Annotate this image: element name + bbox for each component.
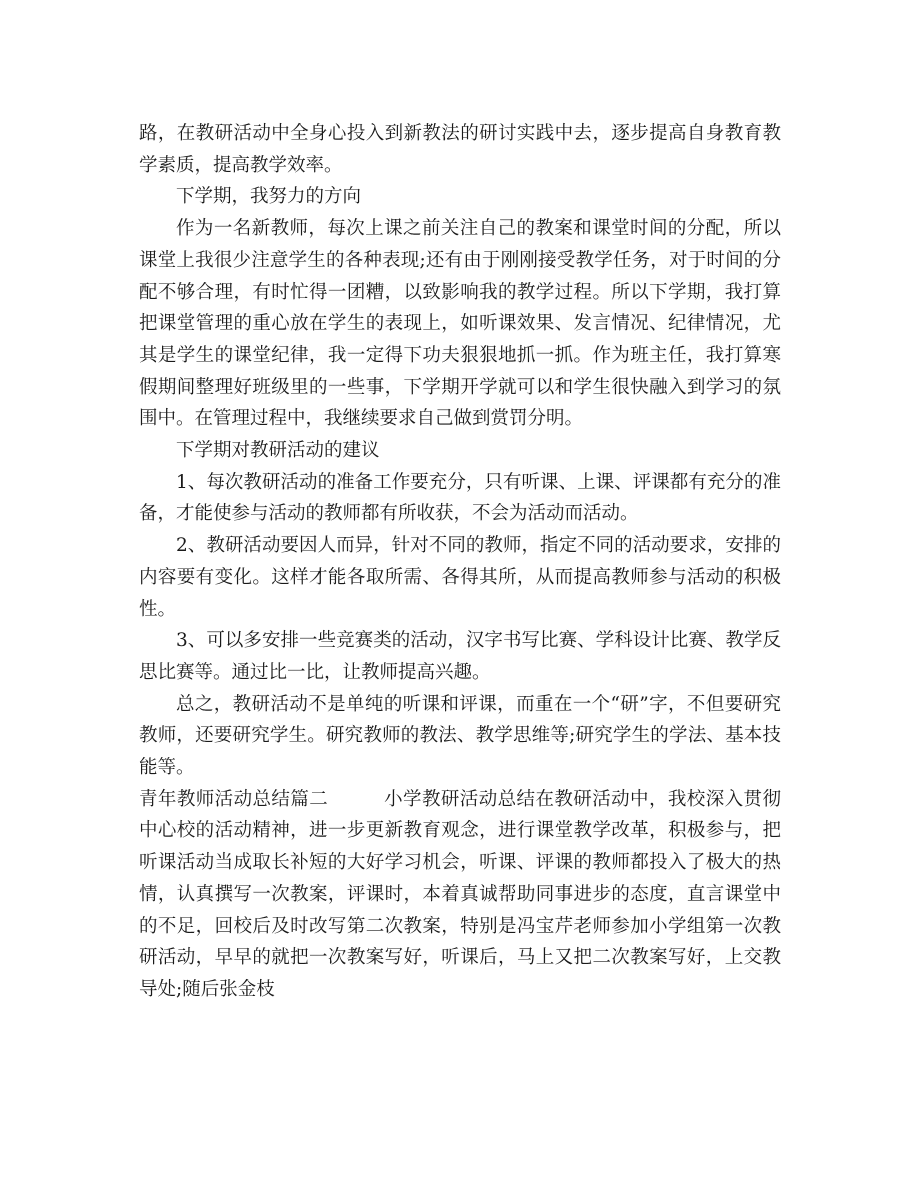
- paragraph-heading-direction: 下学期，我努力的方向: [176, 186, 362, 208]
- paragraph-suggestion-3: 3、可以多安排一些竞赛类的活动，汉字书写比赛、学科设计比赛、教学反思比赛等。通过比一比，让教师提高兴趣。: [139, 630, 781, 683]
- paragraph-continuation: 路，在教研活动中全身心投入到新教法的研讨实践中去，逐步提高自身教育教学素质，提高教学效率。: [139, 123, 781, 176]
- section2-body: 小学教研活动总结在教研活动中，我校深入贯彻中心校的活动精神，进一步更新教育观念，进行课堂教学改革，积极参与，把听课活动当成取长补短的大好学习机会，听课、评课的教师都投入了极大的热情，认真撰写一次教案，评课时，本着真诚帮助同事进步的态度，直言课堂中的不足，回校后及时改写第二次教案，特别是冯宝芹老师参加小学组第一次教研活动，早早的就把一次教案写好，听课后，马上又把二次教案写好，上交教导处;随后张金枝: [139, 788, 781, 1000]
- paragraph-suggestion-2: 2、教研活动要因人而异，针对不同的教师，指定不同的活动要求，安排的内容要有变化。这样才能各取所需、各得其所，从而提高教师参与活动的积极性。: [139, 535, 781, 620]
- paragraph-new-teacher: 作为一名新教师，每次上课之前关注自己的教案和课堂时间的分配，所以课堂上我很少注意学生的各种表现;还有由于刚刚接受教学任务，对于时间的分配不够合理，有时忙得一团糟，以致影响我的教学过程。所以下学期，我打算把课堂管理的重心放在学生的表现上，如听课效果、发言情况、纪律情况，尤其是学生的课堂纪律，我一定得下功夫狠狠地抓一抓。作为班主任，我打算寒假期间整理好班级里的一些事，下学期开学就可以和学生很快融入到学习的氛围中。在管理过程中，我继续要求自己做到赏罚分明。: [139, 218, 781, 430]
- paragraph-suggestion-1: 1、每次教研活动的准备工作要充分，只有听课、上课、评课都有充分的准备，才能使参与活动的教师都有所收获，不会为活动而活动。: [139, 471, 781, 525]
- document-body: [139, 118, 781, 1006]
- paragraph-conclusion: 总之，教研活动不是单纯的听课和评课，而重在一个“研”字，不但要研究教师，还要研究学生。研究教师的教法、教学思维等;研究学生的学法、基本技能等。: [139, 693, 781, 779]
- section2-paragraph: [139, 784, 781, 1006]
- section2-title: 青年教师活动总结篇二: [139, 788, 329, 810]
- paragraph-heading-suggestions: 下学期对教研活动的建议: [176, 440, 380, 462]
